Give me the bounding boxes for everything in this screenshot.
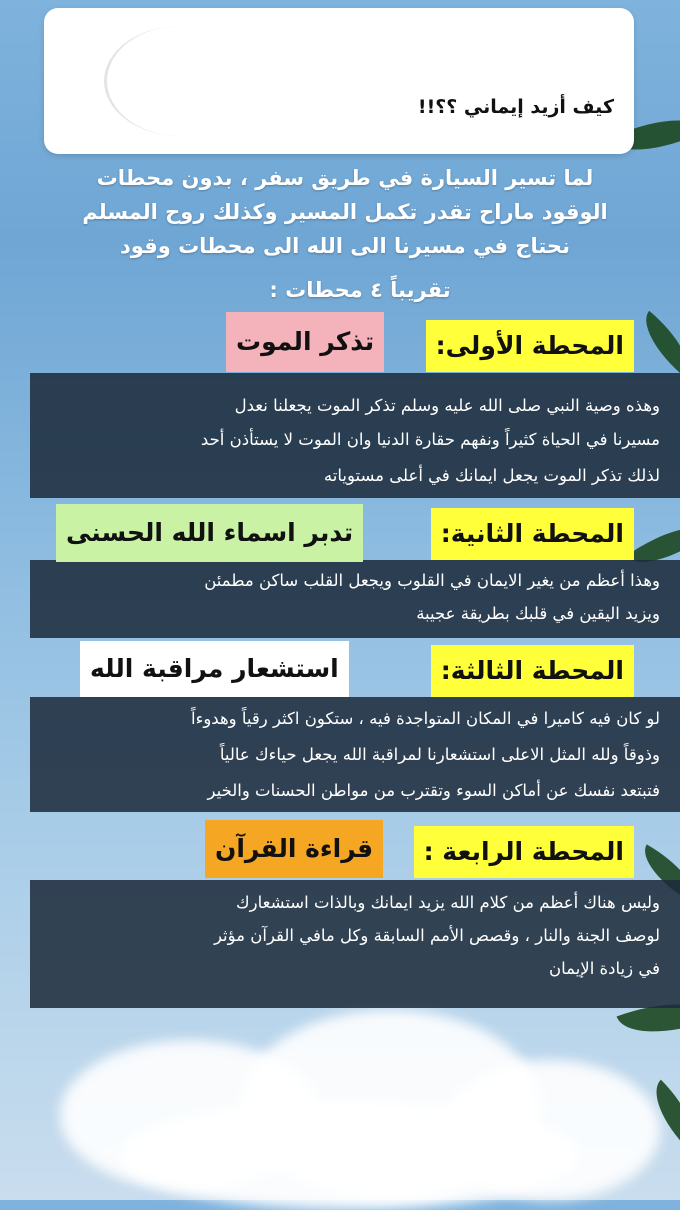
cloud-decoration [120, 1100, 580, 1210]
intro-line: نحتاج في مسيرنا الى الله الى محطات وقود [120, 234, 570, 258]
station-body-line: وهذا أعظم من يغير الايمان في القلوب ويجعل القلب ساكن مطمئن [204, 571, 660, 590]
station-title: تدبر اسماء الله الحسنى [56, 504, 363, 562]
intro-line: لما تسير السيارة في طريق سفر ، بدون محطات [96, 166, 594, 190]
station-body-line: وهذه وصية النبي صلى الله عليه وسلم تذكر الموت يجعلنا نعدل [234, 396, 660, 415]
station-label: المحطة الرابعة : [414, 826, 634, 878]
station-body-line: فتبتعد نفسك عن أماكن السوء وتقترب من مواطن الحسنات والخير [207, 781, 660, 800]
station-body-line: في زيادة الإيمان [549, 959, 660, 978]
question-text: كيف أزيد إيماني ؟؟!! [417, 96, 614, 118]
station-body-line: لوصف الجنة والنار ، وقصص الأمم السابقة وكل مافي القرآن مؤثر [213, 926, 660, 945]
question-card [44, 8, 634, 154]
station-label: المحطة الأولى: [426, 320, 634, 372]
leaf-decoration [631, 311, 680, 377]
station-body-line: لو كان فيه كاميرا في المكان المتواجدة فيه ، ستكون اكثر رقياً وهدوءاً [190, 709, 660, 728]
station-body-line: لذلك تذكر الموت يجعل ايمانك في أعلى مستوياته [323, 466, 660, 485]
station-title: قراءة القرآن [205, 820, 383, 878]
card-decoration [104, 26, 257, 136]
station-label: المحطة الثالثة: [431, 645, 634, 697]
station-body-line: وليس هناك أعظم من كلام الله يزيد ايمانك وبالذات استشعارك [236, 893, 660, 912]
station-body-line: مسيرنا في الحياة كثيراً ونفهم حقارة الدنيا وان الموت لا يستأذن أحد [200, 430, 660, 449]
intro-line: تقريباً ٤ محطات : [269, 278, 451, 302]
station-title: استشعار مراقبة الله [80, 641, 349, 697]
intro-line: الوقود ماراح تقدر تكمل المسير وكذلك روح المسلم [82, 200, 608, 224]
station-title: تذكر الموت [226, 312, 384, 372]
station-body-line: وذوقاً ولله المثل الاعلى استشعارنا لمراقبة الله يجعل حياءك عالياً [219, 745, 660, 764]
station-label: المحطة الثانية: [431, 508, 634, 560]
station-body-line: ويزيد اليقين في قلبك بطريقة عجيبة [416, 604, 660, 623]
